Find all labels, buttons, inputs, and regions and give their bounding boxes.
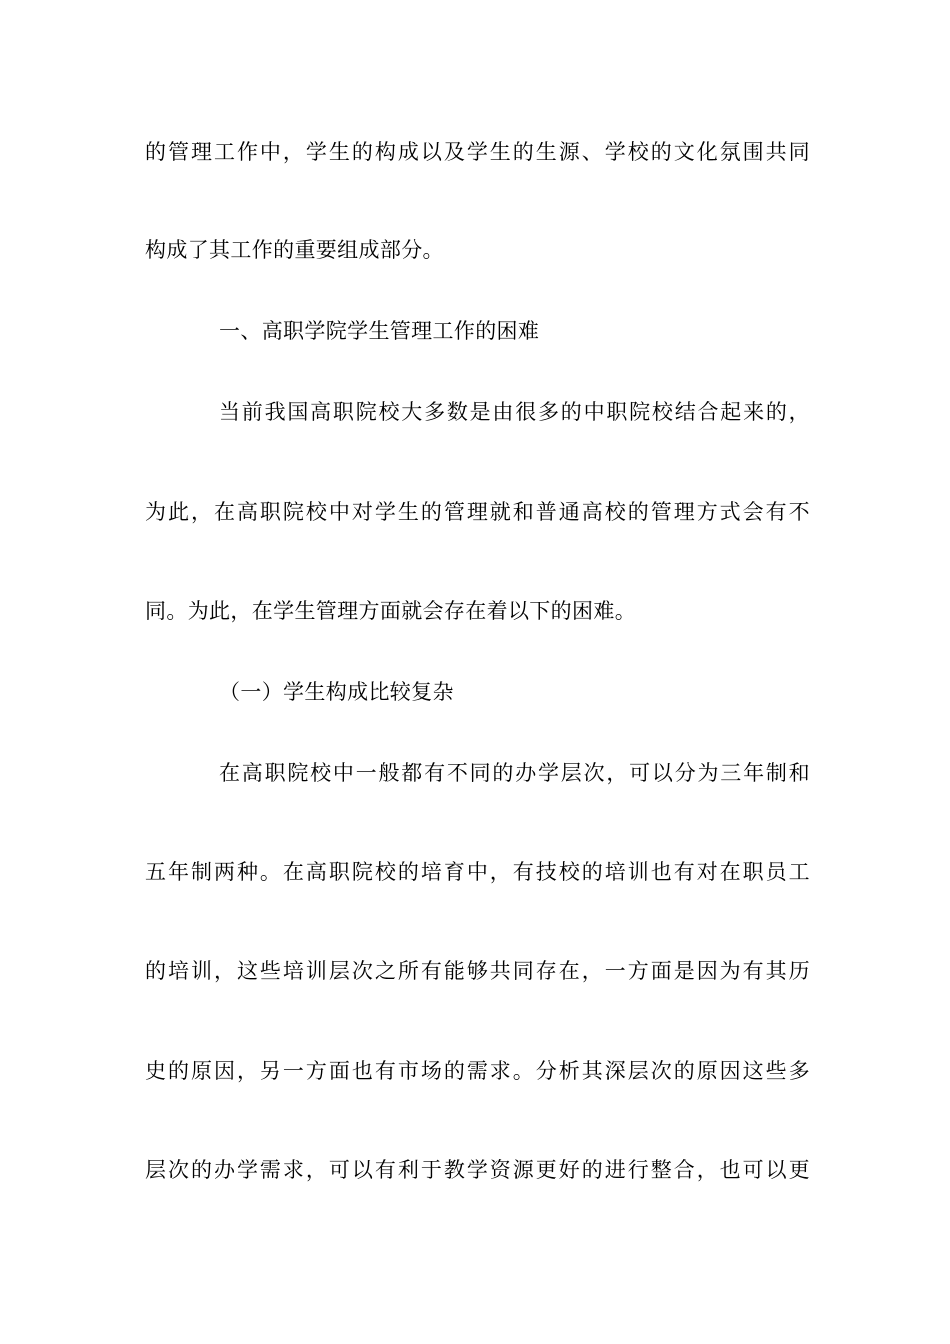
paragraph-line: 史的原因，另一方面也有市场的需求。分析其深层次的原因这些多 [145, 1059, 810, 1083]
paragraph-line: 的培训，这些培训层次之所有能够共同存在，一方面是因为有其历 [145, 959, 810, 983]
paragraph-line: 当前我国高职院校大多数是由很多的中职院校结合起来的， [219, 400, 810, 424]
paragraph-line: 五年制两种。在高职院校的培育中，有技校的培训也有对在职员工 [145, 860, 810, 884]
paragraph-line: 层次的办学需求，可以有利于教学资源更好的进行整合，也可以更 [145, 1158, 810, 1182]
subsection-heading: （一）学生构成比较复杂 [219, 680, 454, 704]
paragraph-line: 同。为此，在学生管理方面就会存在着以下的困难。 [145, 599, 637, 623]
paragraph-line: 构成了其工作的重要组成部分。 [145, 238, 444, 262]
paragraph-line: 为此，在高职院校中对学生的管理就和普通高校的管理方式会有不 [145, 500, 810, 524]
paragraph-line: 在高职院校中一般都有不同的办学层次，可以分为三年制和 [219, 761, 810, 785]
paragraph-line: 的管理工作中，学生的构成以及学生的生源、学校的文化氛围共同 [145, 140, 810, 164]
section-heading: 一、高职学院学生管理工作的困难 [219, 319, 540, 343]
